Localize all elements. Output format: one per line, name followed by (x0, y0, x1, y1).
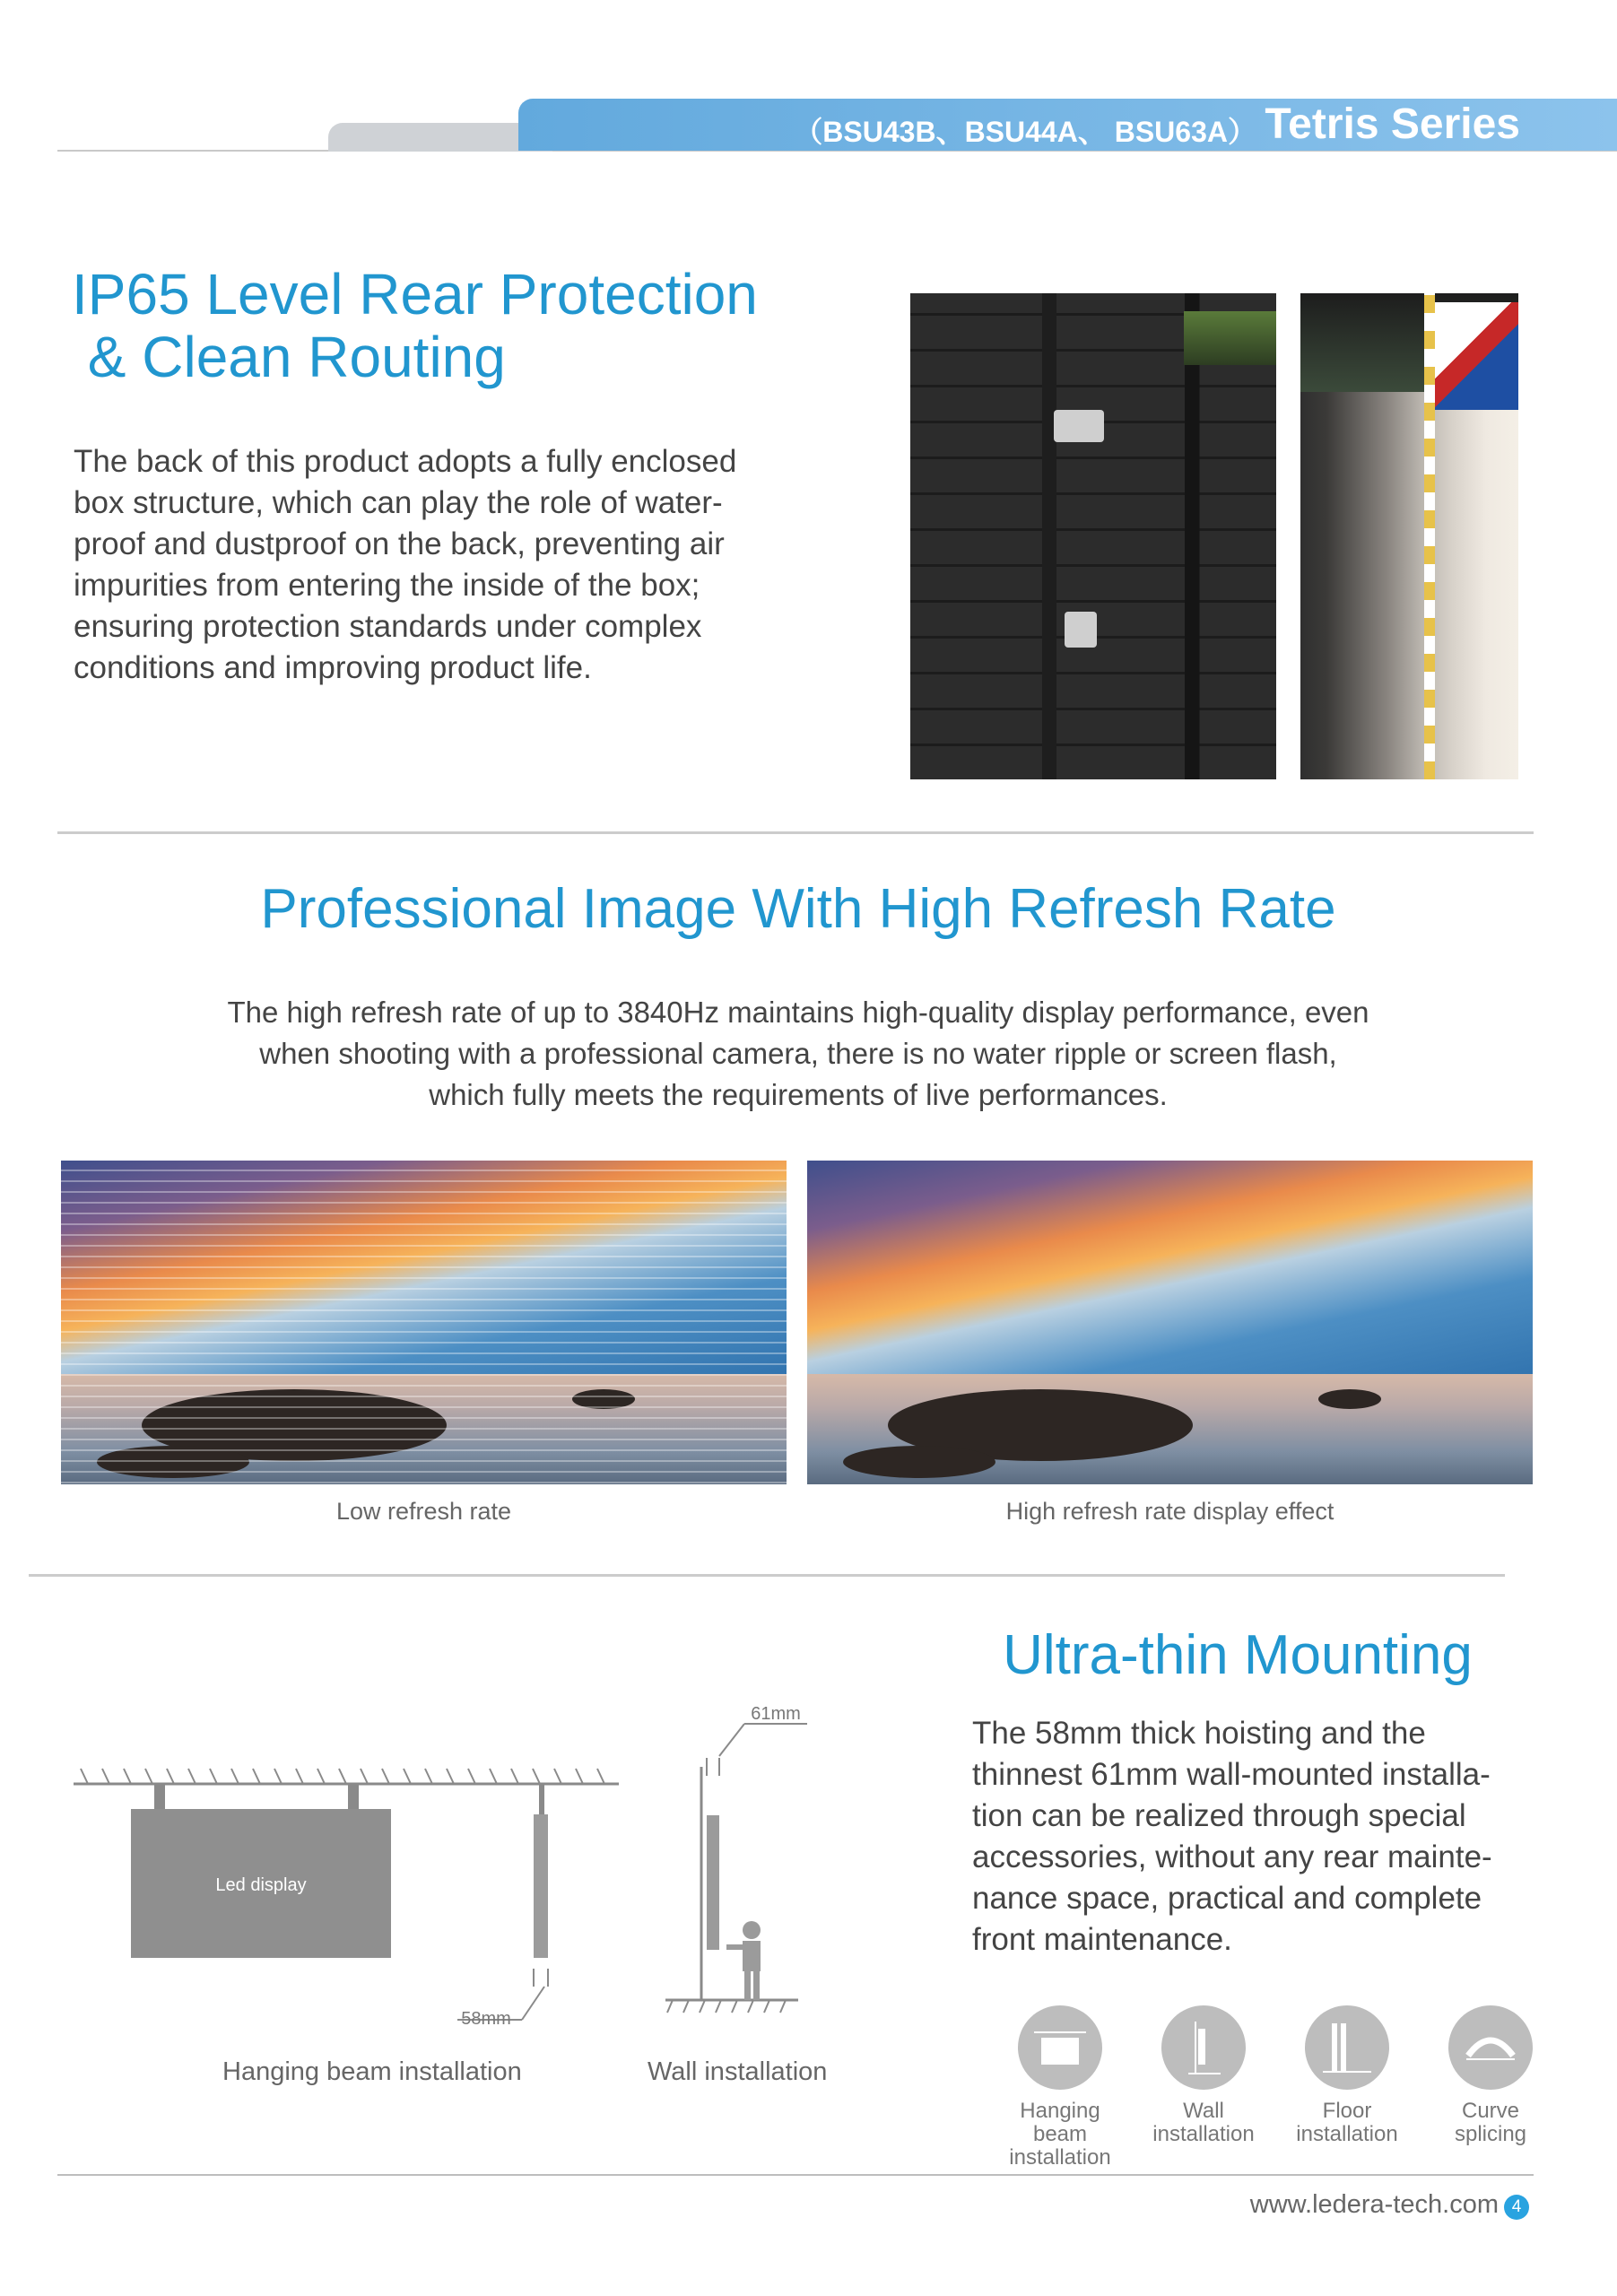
led-display-label: Led display (215, 1875, 307, 1895)
header-models: （BSU43B、BSU44A、 BSU63A） (794, 116, 1256, 148)
footer-url[interactable]: www.ledera-tech.com (1249, 2190, 1499, 2219)
header-series-title: Tetris Series (1265, 100, 1520, 148)
section2-body (0, 992, 1596, 1116)
side-view-photo (1300, 293, 1518, 779)
floor-icon (1305, 2005, 1389, 2090)
person-icon (743, 1921, 761, 1939)
page-number: 4 (1504, 2195, 1529, 2220)
low-refresh-image (61, 1161, 787, 1484)
section1-body-line: The back of this product adopts a fully enclosed (74, 444, 737, 479)
section3-body-line: accessories, without any rear mainte- (972, 1839, 1492, 1874)
section3-body-line: nance space, practical and complete (972, 1881, 1482, 1916)
dim-61mm: 61mm (751, 1704, 801, 1724)
icon-caption-curve: Curve splicing (1454, 2099, 1527, 2146)
section2-body-line: The high refresh rate of up to 3840Hz maintains high-quality display performance, even (227, 996, 1369, 1029)
bracket-icon (1054, 410, 1104, 442)
section3-body-line: thinnest 61mm wall-mounted installa- (972, 1757, 1491, 1792)
hanging-beam-icon (1018, 2005, 1102, 2090)
hanger (154, 1784, 165, 1809)
wall-icon (1161, 2005, 1246, 2090)
section1-body (74, 441, 863, 689)
edge-strip (1424, 293, 1435, 779)
hanging-side-panel (534, 1814, 548, 1958)
section3-body-line: The 58mm thick hoisting and the (972, 1716, 1426, 1751)
caption-high-refresh: High refresh rate display effect (1005, 1498, 1334, 1525)
footer-rule (57, 2174, 1534, 2176)
section3-title: Ultra-thin Mounting (1003, 1624, 1473, 1686)
icon-caption-wall: Wall installation (1152, 2099, 1255, 2146)
section1-body-line: conditions and improving product life. (74, 650, 592, 685)
installation-diagram (63, 1695, 870, 2029)
caption-low-refresh: Low refresh rate (335, 1498, 512, 1525)
bracket-icon (1065, 612, 1097, 648)
section1-title-line2: & Clean Routing (72, 325, 506, 389)
section2-title: Professional Image With High Refresh Rate (260, 878, 1336, 940)
section1-body-line: proof and dustproof on the back, preventing air (74, 526, 725, 561)
dim-58mm: 58mm (461, 2009, 511, 2029)
section-divider (57, 831, 1534, 834)
label-wall: Wall installation (648, 2057, 828, 2086)
curve-icon (1448, 2005, 1533, 2090)
hanger (348, 1784, 359, 1809)
section2-body-line: when shooting with a professional camera, there is no water ripple or screen flash, (259, 1037, 1337, 1070)
section3-body-line: front maintenance. (972, 1922, 1232, 1957)
section1-title-line1: IP65 Level Rear Protection (72, 262, 758, 326)
icon-caption-floor: Floor installation (1296, 2099, 1398, 2146)
icon-caption-hanging: Hanging beam installation (1009, 2099, 1111, 2170)
section3-body-line: tion can be realized through special (972, 1798, 1466, 1833)
section1-title (72, 263, 758, 388)
wall-panel (707, 1815, 719, 1950)
wall-graphic (1435, 302, 1518, 410)
section3-body (972, 1713, 1546, 1961)
section1-body-line: impurities from entering the inside of the box; (74, 568, 700, 603)
section1-body-line: ensuring protection standards under complex (74, 609, 702, 644)
plant-area (1184, 311, 1276, 365)
section2-body-line: which fully meets the requirements of live performances. (429, 1078, 1168, 1111)
ceiling-hatch (81, 1769, 604, 1784)
label-hanging-beam: Hanging beam installation (222, 2057, 522, 2086)
section1-body-line: box structure, which can play the role of water- (74, 485, 723, 520)
high-refresh-image (807, 1161, 1533, 1484)
section-divider (29, 1574, 1505, 1577)
rear-panel-photo (910, 293, 1276, 779)
